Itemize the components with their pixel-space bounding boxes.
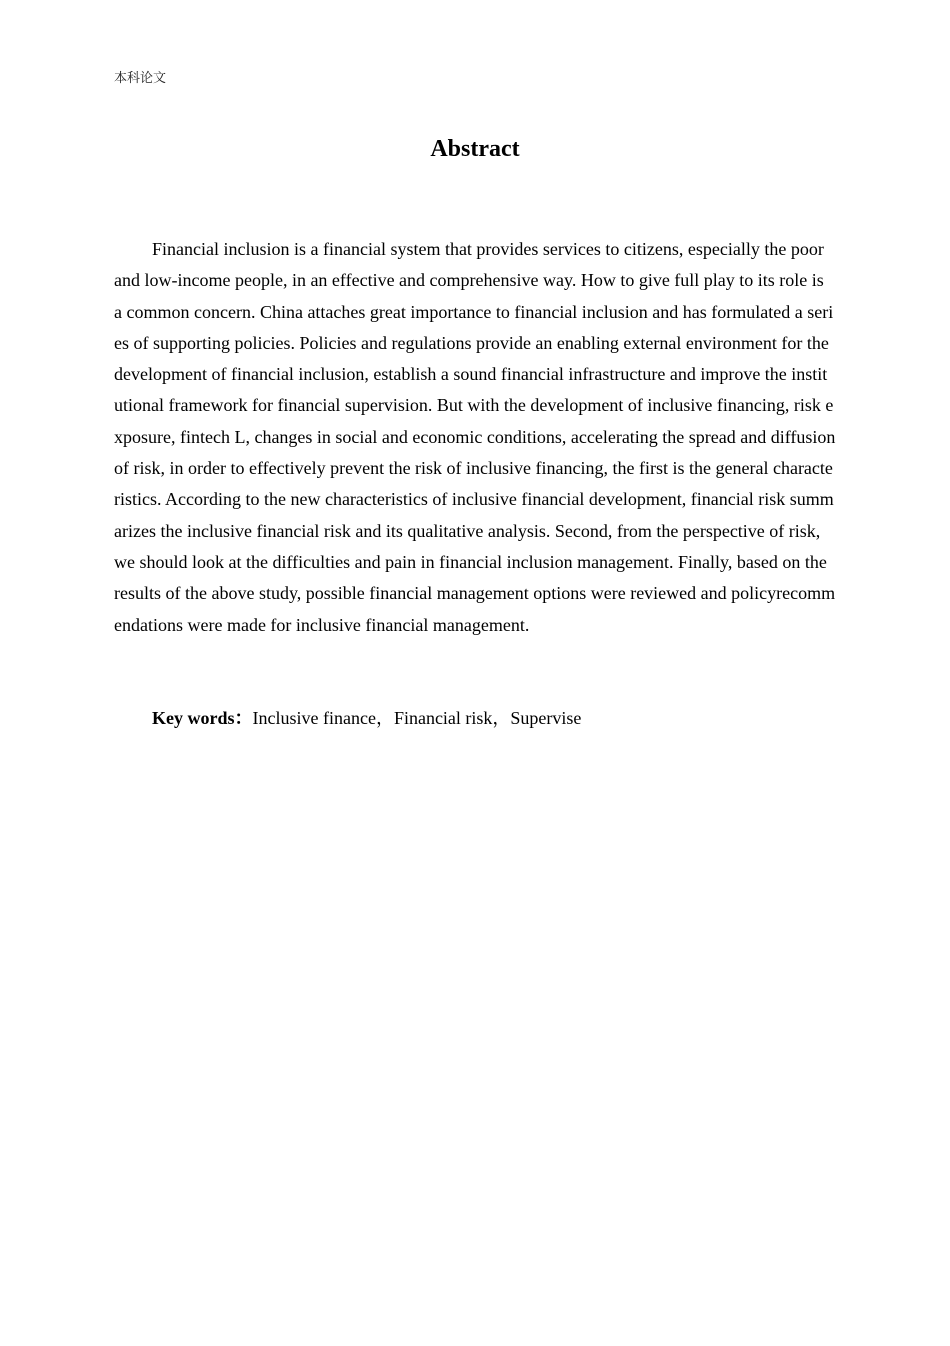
- keywords-line: [152, 703, 581, 733]
- keywords-value: Inclusive finance，Financial risk，Supervise: [252, 708, 582, 728]
- running-header: 本科论文: [114, 71, 167, 86]
- abstract-body: Financial inclusion is a financial system that provides services to citizens, especially the poor and low-income people, in an effective and comprehensive way. How to give full play to its role is a common concern. China attaches great importance to financial inclusion and has formulated a series of supporting policies. Policies and regulations provide an enabling external environment for the development of financial inclusion, establish a sound financial infrastructure and improve the institutional framework for financial supervision. But with the development of inclusive financing, risk exposure, fintech L, changes in social and economic conditions, accelerating the spread and diffusion of risk, in order to effectively prevent the risk of inclusive financing, the first is the general characteristics. According to the new characteristics of inclusive financial development, financial risk summarizes the inclusive financial risk and its qualitative analysis. Second, from the perspective of risk, we should look at the difficulties and pain in financial inclusion management. Finally, based on the results of the above study, possible financial management options were reviewed and policyrecommendations were made for inclusive financial management.: [114, 239, 836, 635]
- keywords-label: Key words：: [152, 708, 253, 728]
- abstract-title: Abstract: [430, 136, 520, 162]
